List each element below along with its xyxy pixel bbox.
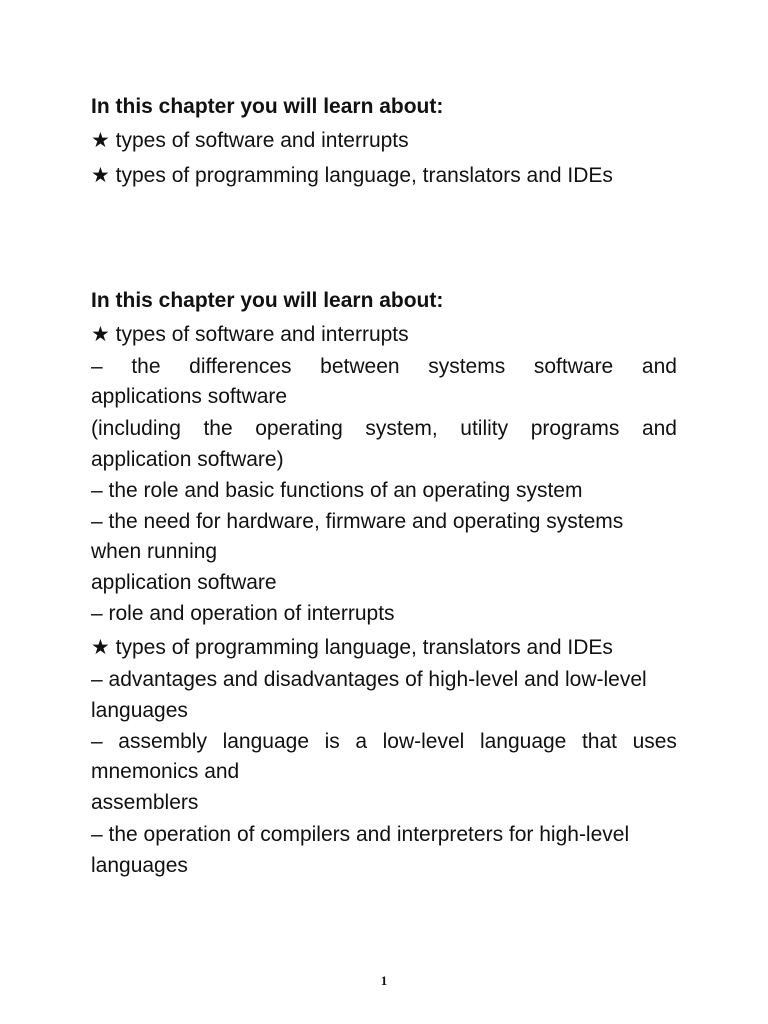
section2-line: assemblers: [91, 791, 199, 814]
section2-line: mnemonics and: [91, 760, 240, 783]
justified-word: software: [533, 355, 614, 378]
section2-justified-line: [91, 352, 677, 382]
justified-word: language: [479, 730, 567, 753]
justified-word: system,: [365, 417, 438, 440]
section2-line: ★ types of programming language, translators and IDEs: [91, 636, 613, 659]
justified-word: the: [203, 417, 233, 440]
justified-word: differences: [189, 355, 292, 378]
section2-line: when running: [91, 540, 218, 563]
justified-word: programs: [530, 417, 620, 440]
section2-line: – the need for hardware, firmware and operating systems: [91, 510, 624, 533]
justified-word: that: [581, 730, 617, 753]
justified-word: –: [91, 355, 103, 378]
justified-word: systems: [428, 355, 506, 378]
section1-item: ★ types of programming language, translators and IDEs: [91, 164, 613, 187]
justified-word: and: [641, 355, 677, 378]
section2-line: languages: [91, 699, 188, 722]
justified-word: between: [320, 355, 400, 378]
justified-word: –: [91, 730, 103, 753]
justified-word: uses: [632, 730, 677, 753]
section2-line: applications software: [91, 385, 288, 408]
justified-word: operating: [255, 417, 343, 440]
justified-word: a: [355, 730, 368, 753]
section1-item: ★ types of software and interrupts: [91, 129, 409, 152]
justified-word: the: [131, 355, 161, 378]
section2-justified-line: [91, 727, 677, 757]
section2-justified-line: [91, 414, 677, 444]
section2-line: application software): [91, 448, 284, 471]
section2-line: ★ types of software and interrupts: [91, 323, 409, 346]
justified-word: language: [222, 730, 309, 753]
justified-word: assembly: [118, 730, 207, 753]
justified-word: low-level: [382, 730, 465, 753]
section2-heading: In this chapter you will learn about:: [91, 289, 444, 312]
justified-word: and: [641, 417, 677, 440]
section2-line: – the role and basic functions of an operating system: [91, 479, 583, 502]
section2-line: languages: [91, 854, 188, 877]
section2-line: – the operation of compilers and interpreters for high-level: [91, 823, 630, 846]
section2-line: – role and operation of interrupts: [91, 602, 395, 625]
justified-word: (including: [91, 417, 181, 440]
section1-heading: In this chapter you will learn about:: [91, 95, 444, 118]
justified-word: utility: [460, 417, 509, 440]
justified-word: is: [324, 730, 340, 753]
page-number: 1: [380, 973, 388, 988]
section2-line: application software: [91, 571, 277, 594]
section2-line: – advantages and disadvantages of high-level and low-level: [91, 668, 647, 691]
